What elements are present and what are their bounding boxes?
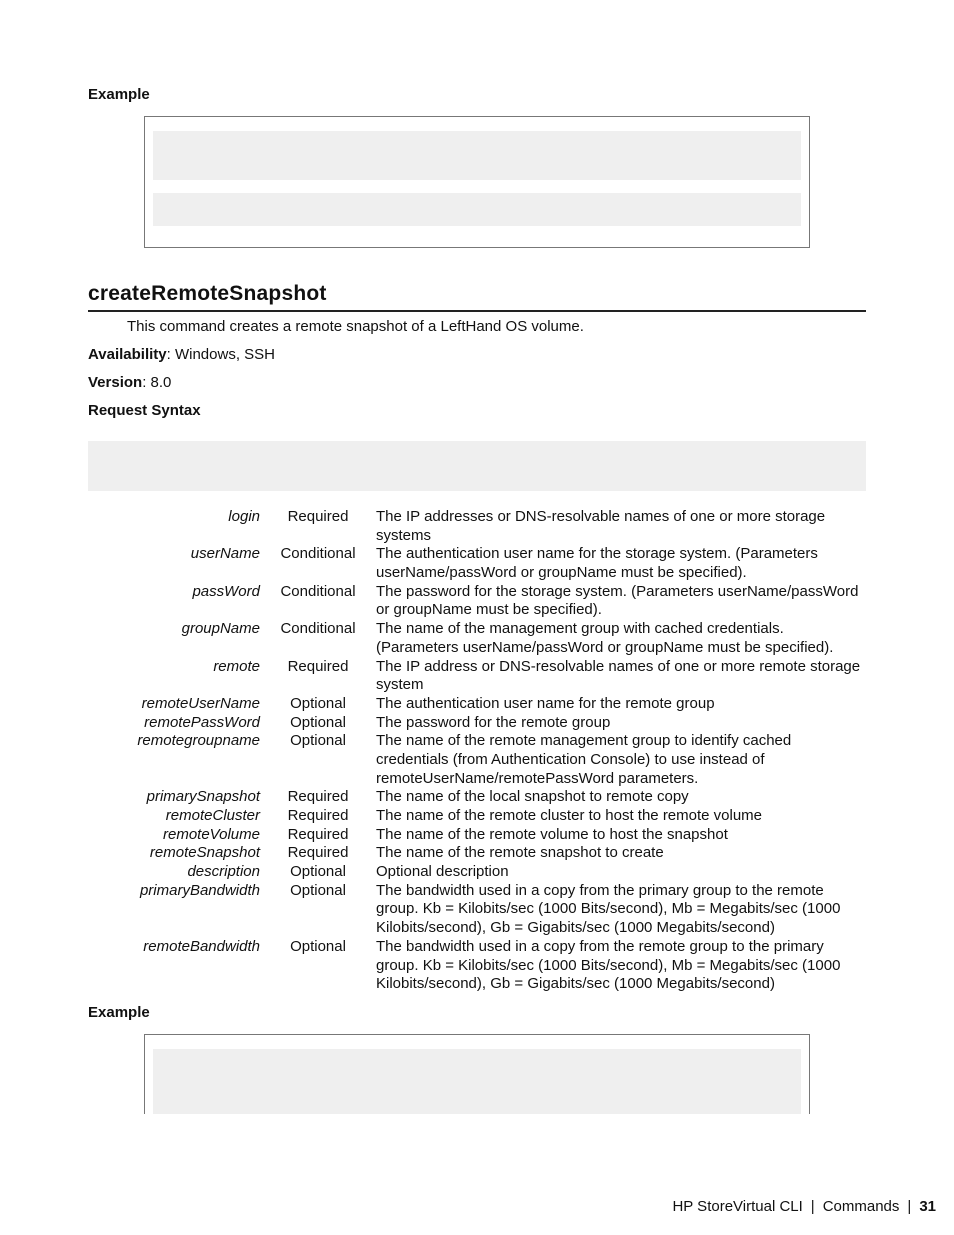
param-name: remoteSnapshot xyxy=(149,844,260,862)
param-name: primarySnapshot xyxy=(146,788,260,806)
section-title: createRemoteSnapshot xyxy=(88,282,327,305)
param-name: remotegroupname xyxy=(137,732,260,750)
title-underline xyxy=(88,310,866,312)
param-requirement: Required xyxy=(287,508,349,525)
param-row xyxy=(88,788,868,807)
param-requirement: Optional xyxy=(290,937,346,955)
param-description: The name of the remote snapshot to create xyxy=(376,844,664,862)
param-requirement: Required xyxy=(287,844,349,862)
param-name: primaryBandwidth xyxy=(139,881,260,899)
param-requirement: Optional xyxy=(290,694,346,712)
param-description: The authentication user name for the storage system. (Parameters userName/passWord or groupName must be specified). xyxy=(376,545,818,581)
section-intro: This command creates a remote snapshot of a LeftHand OS volume. xyxy=(127,318,584,335)
param-name: remoteVolume xyxy=(163,825,260,843)
footer-chapter: Commands xyxy=(822,1198,900,1215)
version-label: Version xyxy=(88,374,143,391)
param-row xyxy=(88,732,868,788)
availability-label: Availability xyxy=(88,346,167,363)
footer-product: HP StoreVirtual CLI xyxy=(672,1198,803,1215)
param-description: The name of the remote management group to identify cached credentials (from Authentication Console) to use instead of remoteUserName/remotePassWord parameters. xyxy=(376,732,792,787)
param-name: remote xyxy=(213,657,260,675)
version-line xyxy=(88,374,171,391)
page-number: 31 xyxy=(919,1198,936,1215)
param-row xyxy=(88,620,868,657)
availability-line xyxy=(88,346,275,363)
param-row xyxy=(88,863,868,882)
param-requirement: Optional xyxy=(290,732,346,750)
param-description: The bandwidth used in a copy from the primary group to the remote group. Kb = Kilobits/sec (1000 Bits/second), Mb = Megabits/sec (1000 Kilobits/second), Gb = Gigabits/sec (1000 Megabits/second) xyxy=(376,881,841,937)
param-name: remoteUserName xyxy=(141,694,260,712)
param-requirement: Conditional xyxy=(280,545,356,563)
param-description: The name of the remote volume to host the snapshot xyxy=(376,825,728,843)
availability-value: : Windows, SSH xyxy=(166,346,276,363)
param-row xyxy=(88,844,868,863)
param-requirement: Conditional xyxy=(280,582,356,600)
footer-separator: | xyxy=(810,1198,815,1215)
param-name: userName xyxy=(190,545,260,563)
param-description: The name of the local snapshot to remote copy xyxy=(376,788,689,806)
example-heading-bottom: Example xyxy=(88,1004,150,1021)
example-heading-top: Example xyxy=(88,86,150,103)
param-row xyxy=(88,714,868,733)
param-requirement: Required xyxy=(287,657,349,675)
param-row xyxy=(88,882,868,938)
code-line-block xyxy=(153,131,801,180)
version-value: : 8.0 xyxy=(142,374,172,391)
param-row xyxy=(88,807,868,826)
param-description: The authentication user name for the remote group xyxy=(376,694,715,712)
param-description: The IP address or DNS-resolvable names of one or more remote storage system xyxy=(376,657,861,694)
param-row xyxy=(88,508,868,545)
request-syntax-code-block xyxy=(88,441,866,491)
code-line-block xyxy=(153,193,801,226)
param-description: The bandwidth used in a copy from the remote group to the primary group. Kb = Kilobits/sec (1000 Bits/second), Mb = Megabits/sec (1000 Kilobits/second), Gb = Gigabits/sec (1000 Megabits/second) xyxy=(376,937,841,993)
param-description: The IP addresses or DNS-resolvable names of one or more storage systems xyxy=(376,508,826,544)
request-syntax-heading: Request Syntax xyxy=(88,402,201,419)
param-row xyxy=(88,826,868,845)
param-row xyxy=(88,583,868,620)
param-name: login xyxy=(228,508,260,525)
param-name: remoteCluster xyxy=(165,807,260,825)
param-row xyxy=(88,545,868,582)
param-name: remoteBandwidth xyxy=(143,937,260,955)
param-requirement: Required xyxy=(287,807,349,825)
param-name: passWord xyxy=(192,582,260,600)
param-name: remotePassWord xyxy=(144,713,260,731)
param-row xyxy=(88,658,868,695)
page-break-mask xyxy=(140,1114,820,1144)
footer-separator: | xyxy=(907,1198,912,1215)
param-description: The name of the management group with cached credentials. (Parameters userName/passWord or groupName must be specified). xyxy=(376,620,834,656)
param-row xyxy=(88,695,868,714)
param-name: description xyxy=(187,863,260,881)
param-description: Optional description xyxy=(376,863,509,881)
param-requirement: Optional xyxy=(290,713,346,731)
page-footer xyxy=(672,1198,936,1215)
param-requirement: Optional xyxy=(290,881,346,899)
param-requirement: Conditional xyxy=(280,620,356,638)
param-requirement: Required xyxy=(287,825,349,843)
param-requirement: Required xyxy=(287,788,349,806)
parameter-table xyxy=(88,508,868,994)
param-description: The name of the remote cluster to host the remote volume xyxy=(376,807,763,825)
code-line-block xyxy=(153,1049,801,1115)
param-name: groupName xyxy=(181,620,260,638)
param-description: The password for the remote group xyxy=(376,713,611,731)
example-code-box-bottom xyxy=(144,1034,810,1125)
param-description: The password for the storage system. (Parameters userName/passWord or groupName must be specified). xyxy=(376,582,859,619)
param-requirement: Optional xyxy=(290,863,346,881)
param-row xyxy=(88,938,868,994)
example-code-box-top xyxy=(144,116,810,248)
